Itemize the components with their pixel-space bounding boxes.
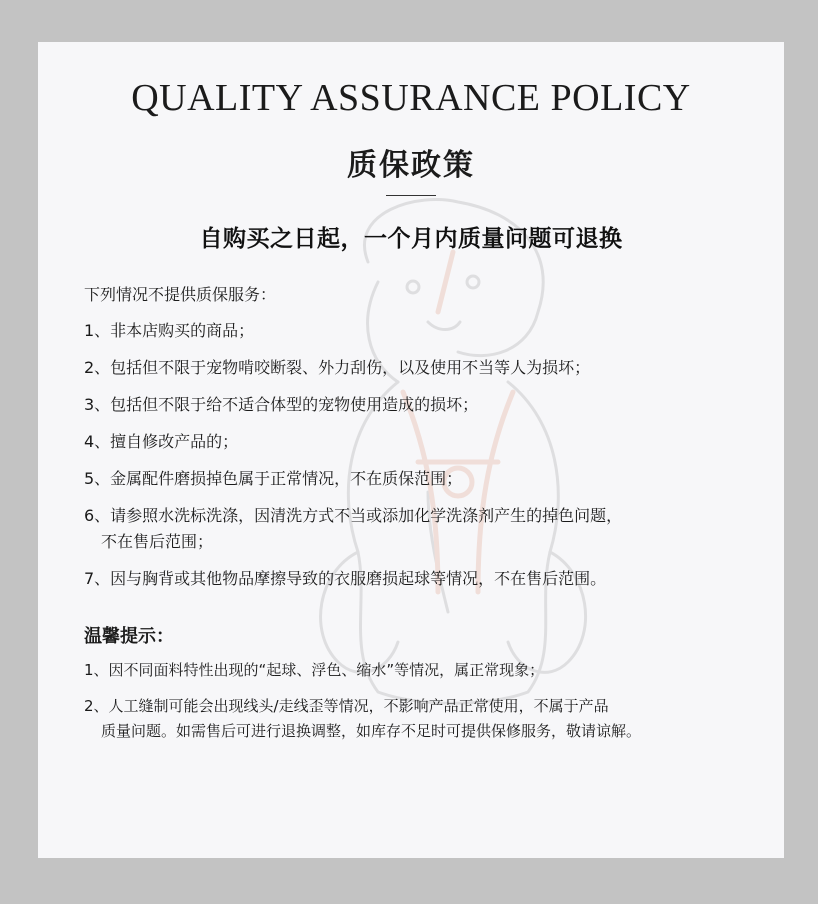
exclusion-item-text: 4、擅自修改产品的； — [84, 432, 239, 451]
return-policy-headline: 自购买之日起，一个月内质量问题可退换 — [199, 226, 623, 252]
exclusion-item-text: 3、包括但不限于给不适合体型的宠物使用造成的损坏； — [84, 395, 479, 414]
page-title-english: QUALITY ASSURANCE POLICY — [131, 77, 691, 119]
exclusions-intro: 下列情况不提供质保服务： — [84, 285, 277, 304]
exclusion-item — [84, 503, 764, 555]
policy-card — [38, 42, 784, 858]
page-title-chinese: 质保政策 — [347, 148, 475, 183]
exclusions-list — [84, 318, 764, 603]
exclusion-item-text: 1、非本店购买的商品； — [84, 321, 255, 340]
tip-item — [84, 658, 774, 683]
tip-item-text: 1、因不同面料特性出现的“起球、浮色、缩水”等情况，属正常现象； — [84, 661, 545, 679]
exclusion-item — [84, 318, 764, 344]
exclusion-item-text: 5、金属配件磨损掉色属于正常情况，不在质保范围； — [84, 469, 463, 488]
exclusion-item-continuation: 不在售后范围； — [101, 532, 214, 551]
tip-item-text: 2、人工缝制可能会出现线头/走线歪等情况，不影响产品正常使用，不属于产品 — [84, 697, 609, 715]
exclusion-item — [84, 429, 764, 455]
tips-list — [84, 658, 774, 755]
exclusion-item — [84, 392, 764, 418]
exclusion-item — [84, 355, 764, 381]
exclusion-item-text: 7、因与胸背或其他物品摩擦导致的衣服磨损起球等情况，不在售后范围。 — [84, 569, 607, 588]
tips-heading: 温馨提示： — [84, 626, 174, 647]
exclusion-item — [84, 566, 764, 592]
exclusion-item-text: 6、请参照水洗标洗涤，因清洗方式不当或添加化学洗涤剂产生的掉色问题， — [84, 506, 623, 525]
tip-item — [84, 694, 774, 744]
exclusion-item-text: 2、包括但不限于宠物啃咬断裂、外力刮伤，以及使用不当等人为损坏； — [84, 358, 591, 377]
title-divider — [386, 195, 436, 196]
tip-item-continuation: 质量问题。如需售后可进行退换调整，如库存不足时可提供保修服务，敬请谅解。 — [101, 722, 642, 740]
exclusion-item — [84, 466, 764, 492]
